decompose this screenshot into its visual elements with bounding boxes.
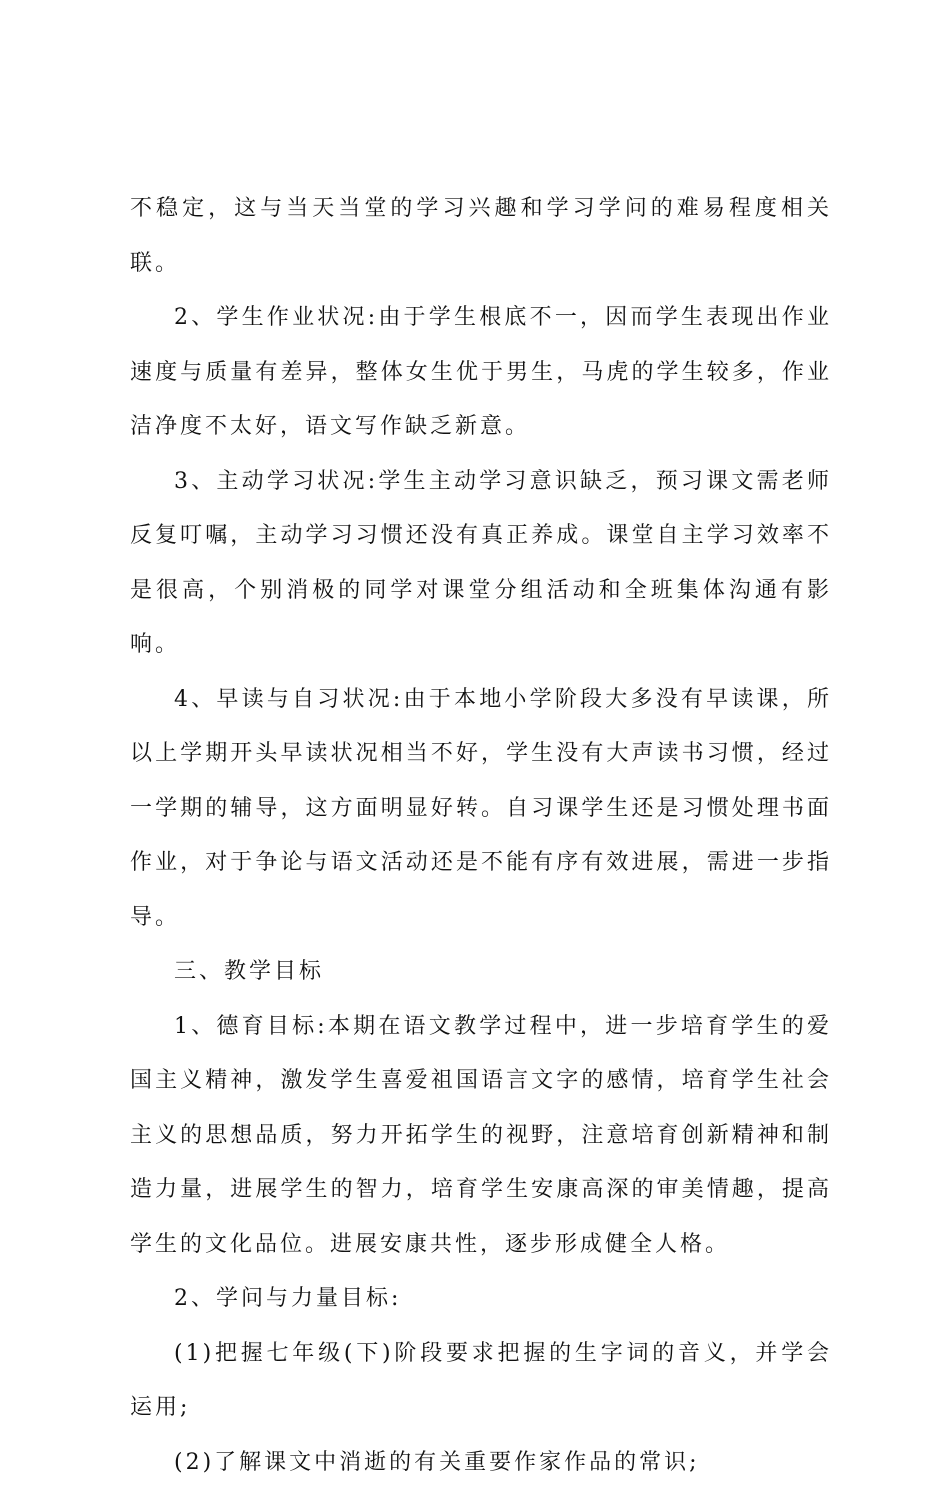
paragraph-continuation: 不稳定，这与当天当堂的学习兴趣和学习学问的难易程度相关联。 (130, 182, 832, 291)
section-heading-teaching-goals: 三、教学目标 (130, 945, 832, 1000)
list-item-goal-2: (2)了解课文中消逝的有关重要作家作品的常识; (130, 1436, 832, 1490)
paragraph-active-learning-status: 3、主动学习状况:学生主动学习意识缺乏，预习课文需老师反复叮嘱，主动学习习惯还没有真正养成。课堂自主学习效率不是很高，个别消极的同学对课堂分组活动和全班集体沟通有影响。 (130, 455, 832, 673)
paragraph-homework-status: 2、学生作业状况:由于学生根底不一，因而学生表现出作业速度与质量有差异，整体女生优于男生，马虎的学生较多，作业洁净度不太好，语文写作缺乏新意。 (130, 291, 832, 455)
document-body (130, 182, 832, 1490)
paragraph-moral-goals: 1、德育目标:本期在语文教学过程中，进一步培育学生的爱国主义精神，激发学生喜爱祖国语言文字的感情，培育学生社会主义的思想品质，努力开拓学生的视野，注意培育创新精神和制造力量，进展学生的智力，培育学生安康高深的审美情趣，提高学生的文化品位。进展安康共性，逐步形成健全人格。 (130, 1000, 832, 1273)
paragraph-knowledge-ability-goals: 2、学问与力量目标: (130, 1272, 832, 1327)
list-item-goal-1: (1)把握七年级(下)阶段要求把握的生字词的音义，并学会运用; (130, 1327, 832, 1436)
paragraph-morning-reading-status: 4、早读与自习状况:由于本地小学阶段大多没有早读课，所以上学期开头早读状况相当不好，学生没有大声读书习惯，经过一学期的辅导，这方面明显好转。自习课学生还是习惯处理书面作业，对于争论与语文活动还是不能有序有效进展，需进一步指导。 (130, 673, 832, 946)
